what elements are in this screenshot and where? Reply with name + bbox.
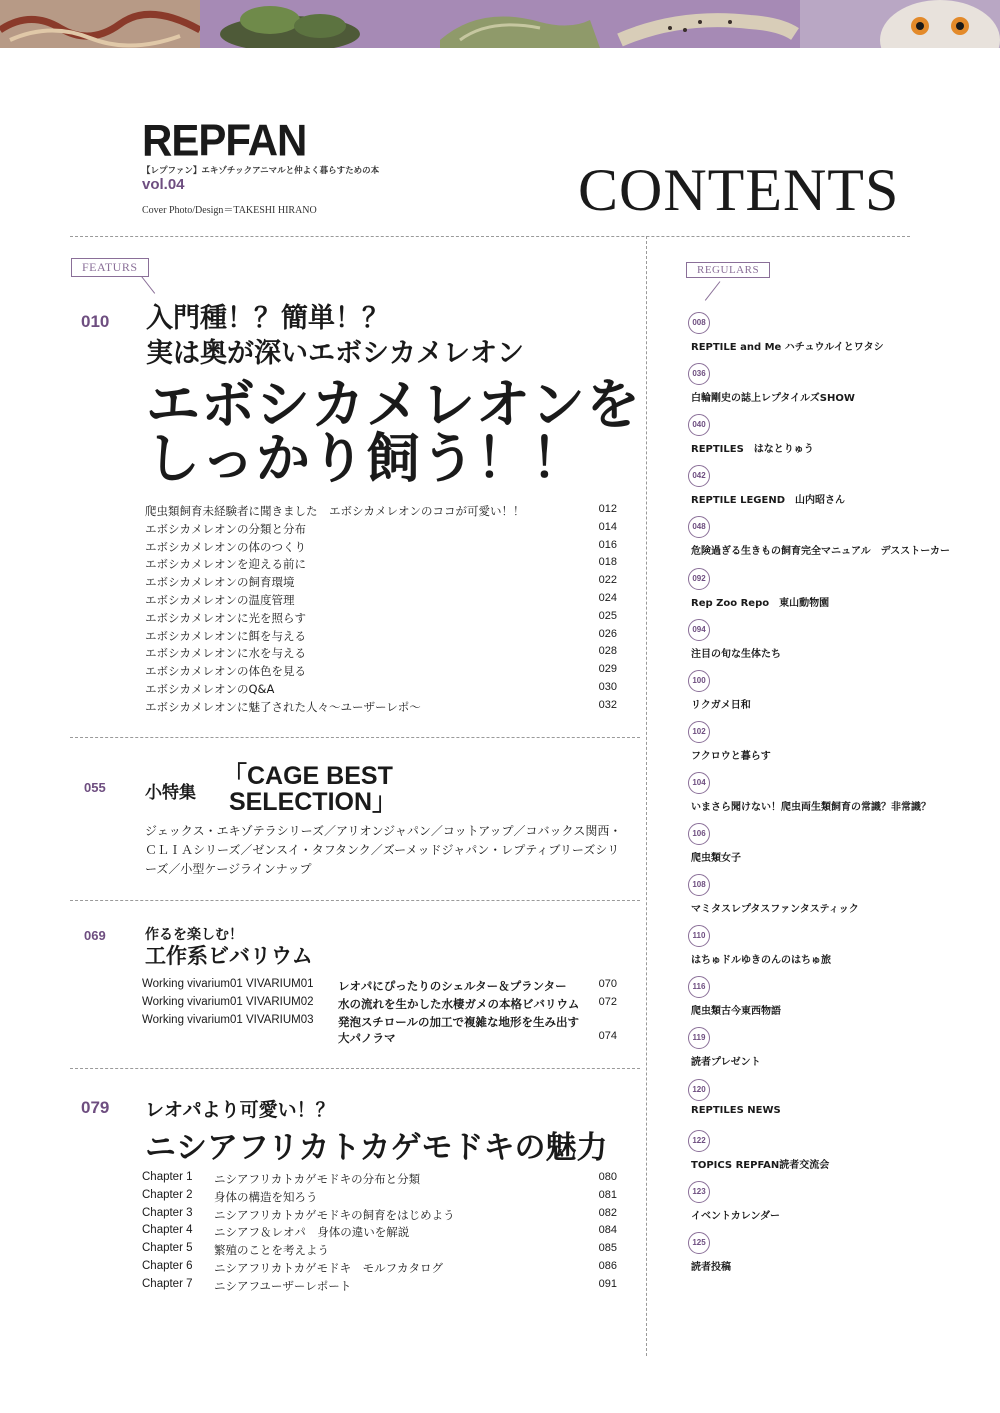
- feature-title: ニシアフリカトカゲモドキの魅力: [145, 1130, 608, 1166]
- snake-photo: [0, 0, 200, 48]
- vivarium-title: 水の流れを生かした水棲ガメの本格ビバリウム: [338, 997, 580, 1011]
- chapter-number: Chapter 1: [142, 1171, 193, 1183]
- toc-row: [145, 699, 617, 717]
- toc-item-page: 018: [598, 556, 617, 569]
- chapter-row: [142, 1260, 617, 1278]
- vivarium-page: 072: [598, 996, 617, 1008]
- magazine-tagline: 【レプファン】エキゾチックアニマルと仲よく暮らすための本: [142, 166, 380, 176]
- regular-title: リクガメ日和: [691, 699, 751, 711]
- toc-item-title: 爬虫類飼育未経験者に聞きました エボシカメレオンのココが可愛い！！: [145, 504, 525, 518]
- regular-page-badge: 106: [688, 823, 710, 845]
- chapter-row: [142, 1224, 617, 1242]
- chapter-title: ニシアフユーザーレポート: [214, 1278, 352, 1293]
- chameleon-photo: [400, 0, 600, 48]
- feature-subtitle: 実は奥が深いエボシカメレオン: [146, 338, 524, 369]
- regular-title: フクロウと暮らす: [691, 750, 771, 762]
- regular-title: 危険過ぎる生きもの飼育完全マニュアル デスストーカー: [691, 546, 950, 558]
- vivarium-label: Working vivarium01 VIVARIUM02: [142, 996, 314, 1008]
- column-divider: [646, 236, 647, 1356]
- toc-item-page: 012: [598, 503, 617, 515]
- regular-title: マミタスレプタスファンタスティック: [691, 904, 859, 916]
- regular-title: いまさら聞けない！爬虫両生類飼育の常識？非常識？: [691, 801, 931, 813]
- toc-item-title: エボシカメレオンの飼育環境: [145, 575, 295, 590]
- regular-page-badge: 108: [688, 874, 710, 896]
- regular-title: 爬虫類古今東西物語: [691, 1006, 781, 1018]
- vivarium-title: 発泡スチロールの加工で複雑な地形を生み出す大パノラマ: [338, 1015, 580, 1045]
- toc-item-page: 014: [598, 520, 617, 533]
- toc-item-title: エボシカメレオンを迎える前に: [145, 557, 306, 572]
- section-divider: [70, 737, 640, 738]
- toc-item-title: エボシカメレオンに魅了された人々～ユーザーレポ～: [145, 699, 421, 714]
- feature-title: エボシカメレオンを: [146, 373, 641, 436]
- chapter-page: 091: [598, 1277, 617, 1290]
- vivarium-title: レオパにぴったりのシェルター＆プランター: [338, 979, 567, 993]
- regular-title: イベントカレンダー: [691, 1210, 781, 1222]
- toc-row: [145, 556, 617, 574]
- chapter-title: 身体の構造を知ろう: [214, 1189, 318, 1204]
- toc-row: [145, 610, 617, 628]
- regular-page-badge: 104: [688, 772, 710, 794]
- regular-page-badge: 048: [688, 516, 710, 538]
- chapter-page: 082: [598, 1206, 617, 1219]
- vivarium-label: Working vivarium01 VIVARIUM01: [142, 978, 314, 990]
- regulars-tag: REGULARS: [686, 262, 770, 278]
- chapter-title: ニシアフリカトカゲモドキ モルフカタログ: [214, 1261, 443, 1275]
- feature-subtitle: レオパより可愛い！？: [145, 1099, 335, 1121]
- toc-row: [145, 574, 617, 592]
- chapter-title: ニシアフリカトカゲモドキの分布と分類: [214, 1172, 421, 1186]
- toc-row: [145, 503, 617, 521]
- regular-title: TOPICS REPFAN読者交流会: [691, 1159, 830, 1171]
- feature-page-number: 079: [81, 1098, 110, 1117]
- toc-item-title: エボシカメレオンの体色を見る: [145, 664, 306, 679]
- header-divider: [70, 236, 910, 237]
- toc-item-page: 029: [598, 663, 617, 676]
- photo-strip: [0, 0, 1000, 48]
- toc-item-title: エボシカメレオンに光を照らす: [145, 610, 306, 625]
- feature-title: 工作系ビバリウム: [145, 944, 313, 968]
- chapter-title: 繁殖のことを考えよう: [214, 1243, 329, 1258]
- toc-row: [145, 681, 617, 699]
- section-divider: [70, 900, 640, 901]
- chapter-row: [142, 1207, 617, 1225]
- toc-row: [145, 663, 617, 681]
- toc-item-page: 016: [598, 538, 617, 551]
- chapter-number: Chapter 7: [142, 1277, 193, 1290]
- regular-title: 読者投稿: [691, 1261, 731, 1273]
- feature-description: ジェックス・エキゾテラシリーズ／アリオンジャパン／コットアップ／コバックス関西・ＣＬＩＡシリーズ／ゼンスイ・タフタンク／ズーメッドジャパン・レプティブリーズシリーズ／小型ケージラインナップ: [145, 824, 622, 876]
- toc-item-page: 025: [598, 609, 617, 622]
- chapter-number: Chapter 6: [142, 1260, 193, 1272]
- chapter-page: 080: [598, 1171, 617, 1183]
- regular-page-badge: 125: [688, 1232, 710, 1254]
- chapter-row: [142, 1242, 617, 1260]
- regular-page-badge: 120: [688, 1079, 710, 1101]
- chapter-number: Chapter 5: [142, 1242, 193, 1255]
- toc-item-title: エボシカメレオンのQ&A: [145, 682, 275, 696]
- regular-page-badge: 102: [688, 721, 710, 743]
- regular-title: REPTILES NEWS: [691, 1104, 781, 1116]
- magazine-logo: REPFAN: [142, 115, 307, 166]
- vivarium-page: 074: [598, 1030, 617, 1042]
- regular-page-badge: 092: [688, 568, 710, 590]
- toc-row: [145, 628, 617, 646]
- section-divider: [70, 1068, 640, 1069]
- chapter-number: Chapter 4: [142, 1224, 193, 1237]
- chapter-page: 084: [598, 1224, 617, 1237]
- gecko-photo: [600, 0, 800, 48]
- volume-number: vol.04: [142, 176, 185, 193]
- regular-title: 注目の旬な生体たち: [691, 648, 781, 660]
- vivarium-page: 070: [598, 978, 617, 990]
- chapter-page: 086: [598, 1260, 617, 1272]
- regular-page-badge: 123: [688, 1181, 710, 1203]
- toc-row: [145, 592, 617, 610]
- regular-title: Rep Zoo Repo 東山動物園: [691, 597, 830, 609]
- chapter-row: [142, 1278, 617, 1296]
- toc-row: [145, 539, 617, 557]
- feature-page-number: 055: [84, 780, 106, 795]
- toc-item-page: 022: [598, 574, 617, 587]
- toc-item-page: 028: [598, 645, 617, 658]
- chapter-title: ニシアフリカトカゲモドキの飼育をはじめよう: [214, 1207, 455, 1222]
- toc-item-title: エボシカメレオンの温度管理: [145, 593, 295, 607]
- regular-title: 爬虫類女子: [691, 853, 741, 864]
- toc-row: [145, 521, 617, 539]
- terrarium-photo: [200, 0, 400, 48]
- special-label: 小特集: [145, 783, 196, 803]
- chapter-row: [142, 1189, 617, 1207]
- toc-item-page: 024: [598, 592, 617, 604]
- regular-title: REPTILE LEGEND 山内昭さん: [691, 495, 845, 507]
- contents-heading: CONTENTS: [578, 157, 900, 223]
- chapter-row: [142, 1171, 617, 1189]
- regular-title: はちゅドルゆきのんのはちゅ旅: [691, 955, 831, 967]
- regular-page-badge: 110: [688, 925, 710, 947]
- toc-item-title: エボシカメレオンに水を与える: [145, 646, 306, 661]
- chapter-number: Chapter 3: [142, 1206, 193, 1219]
- toc-item-title: エボシカメレオンの分類と分布: [145, 521, 306, 536]
- regular-title: REPTILE and Me ハチュウルイとワタシ: [691, 342, 884, 353]
- tag-connector: [705, 281, 721, 301]
- regular-page-badge: 122: [688, 1130, 710, 1152]
- regular-page-badge: 094: [688, 619, 710, 641]
- regular-page-badge: 040: [688, 414, 710, 436]
- regular-page-badge: 119: [688, 1027, 710, 1049]
- toc-item-page: 026: [598, 627, 617, 640]
- toc-item-page: 030: [598, 681, 617, 693]
- feature-subtitle: 入門種！？簡単！？: [146, 303, 389, 334]
- chapter-number: Chapter 2: [142, 1188, 193, 1201]
- chapter-page: 085: [598, 1242, 617, 1255]
- regular-page-badge: 036: [688, 363, 710, 385]
- tag-connector: [140, 274, 156, 294]
- vivarium-label: Working vivarium01 VIVARIUM03: [142, 1014, 314, 1026]
- toc-row: [145, 645, 617, 663]
- toc-item-page: 032: [598, 698, 617, 711]
- feature-page-number: 069: [84, 928, 106, 943]
- features-tag: FEATURS: [71, 258, 149, 277]
- feature-title: 「CAGE BEST SELECTION」: [222, 762, 398, 816]
- regular-title: 読者プレゼント: [691, 1057, 761, 1069]
- regular-title: REPTILES はなとりゅう: [691, 444, 814, 456]
- regular-page-badge: 100: [688, 670, 710, 692]
- feature-title: しっかり飼う！！: [146, 427, 586, 490]
- regular-title: 白輪剛史の誌上レプタイルズSHOW: [691, 393, 855, 405]
- regular-page-badge: 116: [688, 976, 710, 998]
- feature-subtitle: 作るを楽しむ！: [145, 927, 243, 943]
- regular-page-badge: 042: [688, 465, 710, 487]
- chapter-title: ニシアフ＆レオパ 身体の違いを解説: [214, 1225, 410, 1240]
- chapter-page: 081: [598, 1188, 617, 1201]
- feature-page-number: 010: [81, 312, 110, 331]
- owl-photo: [800, 0, 1000, 48]
- toc-item-title: エボシカメレオンの体のつくり: [145, 539, 306, 554]
- toc-item-title: エボシカメレオンに餌を与える: [145, 628, 306, 643]
- cover-credit: Cover Photo/Design＝TAKESHI HIRANO: [142, 205, 317, 216]
- regular-page-badge: 008: [688, 312, 710, 334]
